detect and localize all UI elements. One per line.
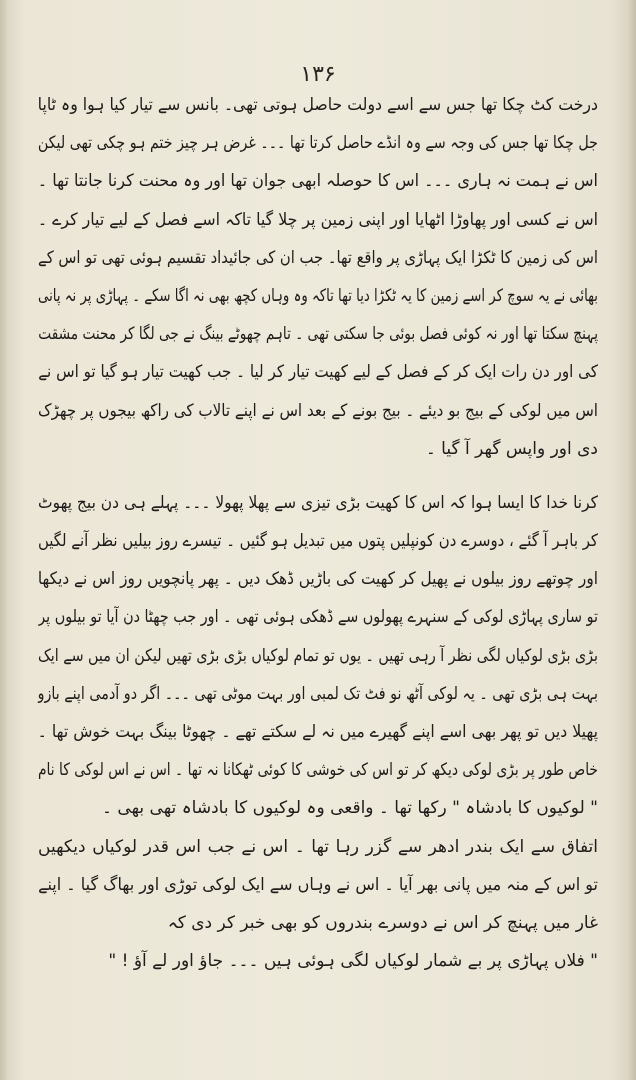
text-line-15: بڑی بڑی لوکیاں لگی نظر آ رہی تھیں ۔ یوں تو تمام لوکیاں بڑی بڑی تھیں لیکن ان میں سے ایک xyxy=(38,645,598,666)
text-line-6: بھائی نے یہ سوچ کر اسے زمین کا یہ ٹکڑا دیا تھا تاکہ وہ وہاں کچھ بھی نہ اگا سکے ۔ پہاڑی پر نہ پانی xyxy=(38,285,598,306)
text-line-19: " لوکیوں کا بادشاہ " رکھا تھا ۔ واقعی وہ لوکیوں کا بادشاہ تھی بھی ۔ xyxy=(102,798,598,819)
text-line-18: خاص طور پر بڑی لوکی دیکھ کر تو اس کی خوشی کا کوئی ٹھکانا نہ تھا ۔ اس نے اس لوکی کا نام xyxy=(38,760,598,781)
text-line-22: غار میں پہنچ کر اس نے دوسرے بندروں کو بھی خبر کر دی کہ xyxy=(167,912,598,933)
text-line-21: تو اس کے منہ میں پانی بھر آیا ۔ اس نے وہاں سے ایک لوکی توڑی اور بھاگ گیا ۔ اپنے xyxy=(38,874,598,895)
text-line-16: بہت ہی بڑی تھی ۔ یہ لوکی آٹھ نو فٹ تک لمبی اور بہت موٹی تھی ۔۔۔ اگر دو آدمی اپنے بازو xyxy=(37,683,598,704)
text-line-3: اس نے ہمت نہ ہاری ۔۔۔ اس کا حوصلہ ابھی جوان تھا اور وہ محنت کرنا جانتا تھا ۔ xyxy=(37,171,598,192)
page-left-edge xyxy=(0,0,8,1080)
text-line-11: کرنا خدا کا ایسا ہوا کہ اس کا کھیت بڑی تیزی سے پھلا پھولا ۔۔۔ پہلے ہی دن بیج پھوٹ xyxy=(38,492,598,513)
text-line-5: اس کی زمین کا ٹکڑا ایک پہاڑی پر واقع تھا۔ جب ان کی جائیداد تقسیم ہوئی تھی تو اس کے xyxy=(38,247,598,268)
text-line-17: پھیلا دیں تو پھر بھی اسے اپنے گھیرے میں نہ لے سکتے تھے ۔ چھوٹا بینگ بہت خوش تھا ۔ xyxy=(38,722,598,742)
text-line-23: " فلاں پہاڑی پر بے شمار لوکیاں لگی ہوئی ہیں ۔۔۔ جاؤ اور لے آؤ ! " xyxy=(108,951,598,972)
text-line-10: دی اور واپس گھر آ گیا ۔ xyxy=(425,438,598,459)
body-text xyxy=(38,86,598,980)
text-line-20: اتفاق سے ایک بندر ادھر سے گزر رہا تھا ۔ اس نے جب اس قدر لوکیاں دیکھیں xyxy=(38,836,598,857)
text-line-14: تو ساری پہاڑی لوکی کے سنہرے پھولوں سے ڈھکی ہوئی تھی ۔ اور جب چھٹا دن آیا تو بیلوں پر xyxy=(38,607,598,628)
text-line-12: کر باہر آ گئے ، دوسرے دن کونپلیں پتوں میں تبدیل ہو گئیں ۔ تیسرے روز بیلیں نظر آنے لگیں xyxy=(38,531,598,552)
text-line-7: پہنچ سکتا تھا اور نہ کوئی فصل بوئی جا سکتی تھی ۔ تاہم چھوٹے بینگ نے جی لگا کر محنت مشقت xyxy=(38,324,598,345)
text-line-9: اس میں لوکی کے بیج بو دیئے ۔ بیج بونے کے بعد اس نے اپنے تالاب کی راکھ بیجوں پر چھڑک xyxy=(38,400,598,421)
page-right-edge xyxy=(628,0,636,1080)
text-line-1: درخت کٹ چکا تھا جس سے اسے دولت حاصل ہوتی تھی۔ بانس سے تیار کیا ہوا وہ ٹاپا xyxy=(38,95,598,115)
text-line-2: جل چکا تھا جس کی وجہ سے وہ انڈے حاصل کرتا تھا ۔۔۔ غرض ہر چیز ختم ہو چکی تھی لیکن xyxy=(38,133,598,154)
page-number: ۱۳۶ xyxy=(300,62,336,87)
text-line-13: اور چوتھے روز بیلوں نے پھیل کر کھیت کی باڑیں ڈھک دیں ۔ پھر پانچویں روز اس نے دیکھا xyxy=(37,569,598,590)
text-line-4: اس نے کسی اور پھاوڑا اٹھایا اور اپنی زمین پر چلا گیا تاکہ اسے فصل کے لیے تیار کرے ۔ xyxy=(37,209,598,230)
text-line-8: کی اور دن رات ایک کر کے فصل کے لیے کھیت تیار کر لیا ۔ جب کھیت تیار ہو گیا تو اس نے xyxy=(38,362,598,383)
